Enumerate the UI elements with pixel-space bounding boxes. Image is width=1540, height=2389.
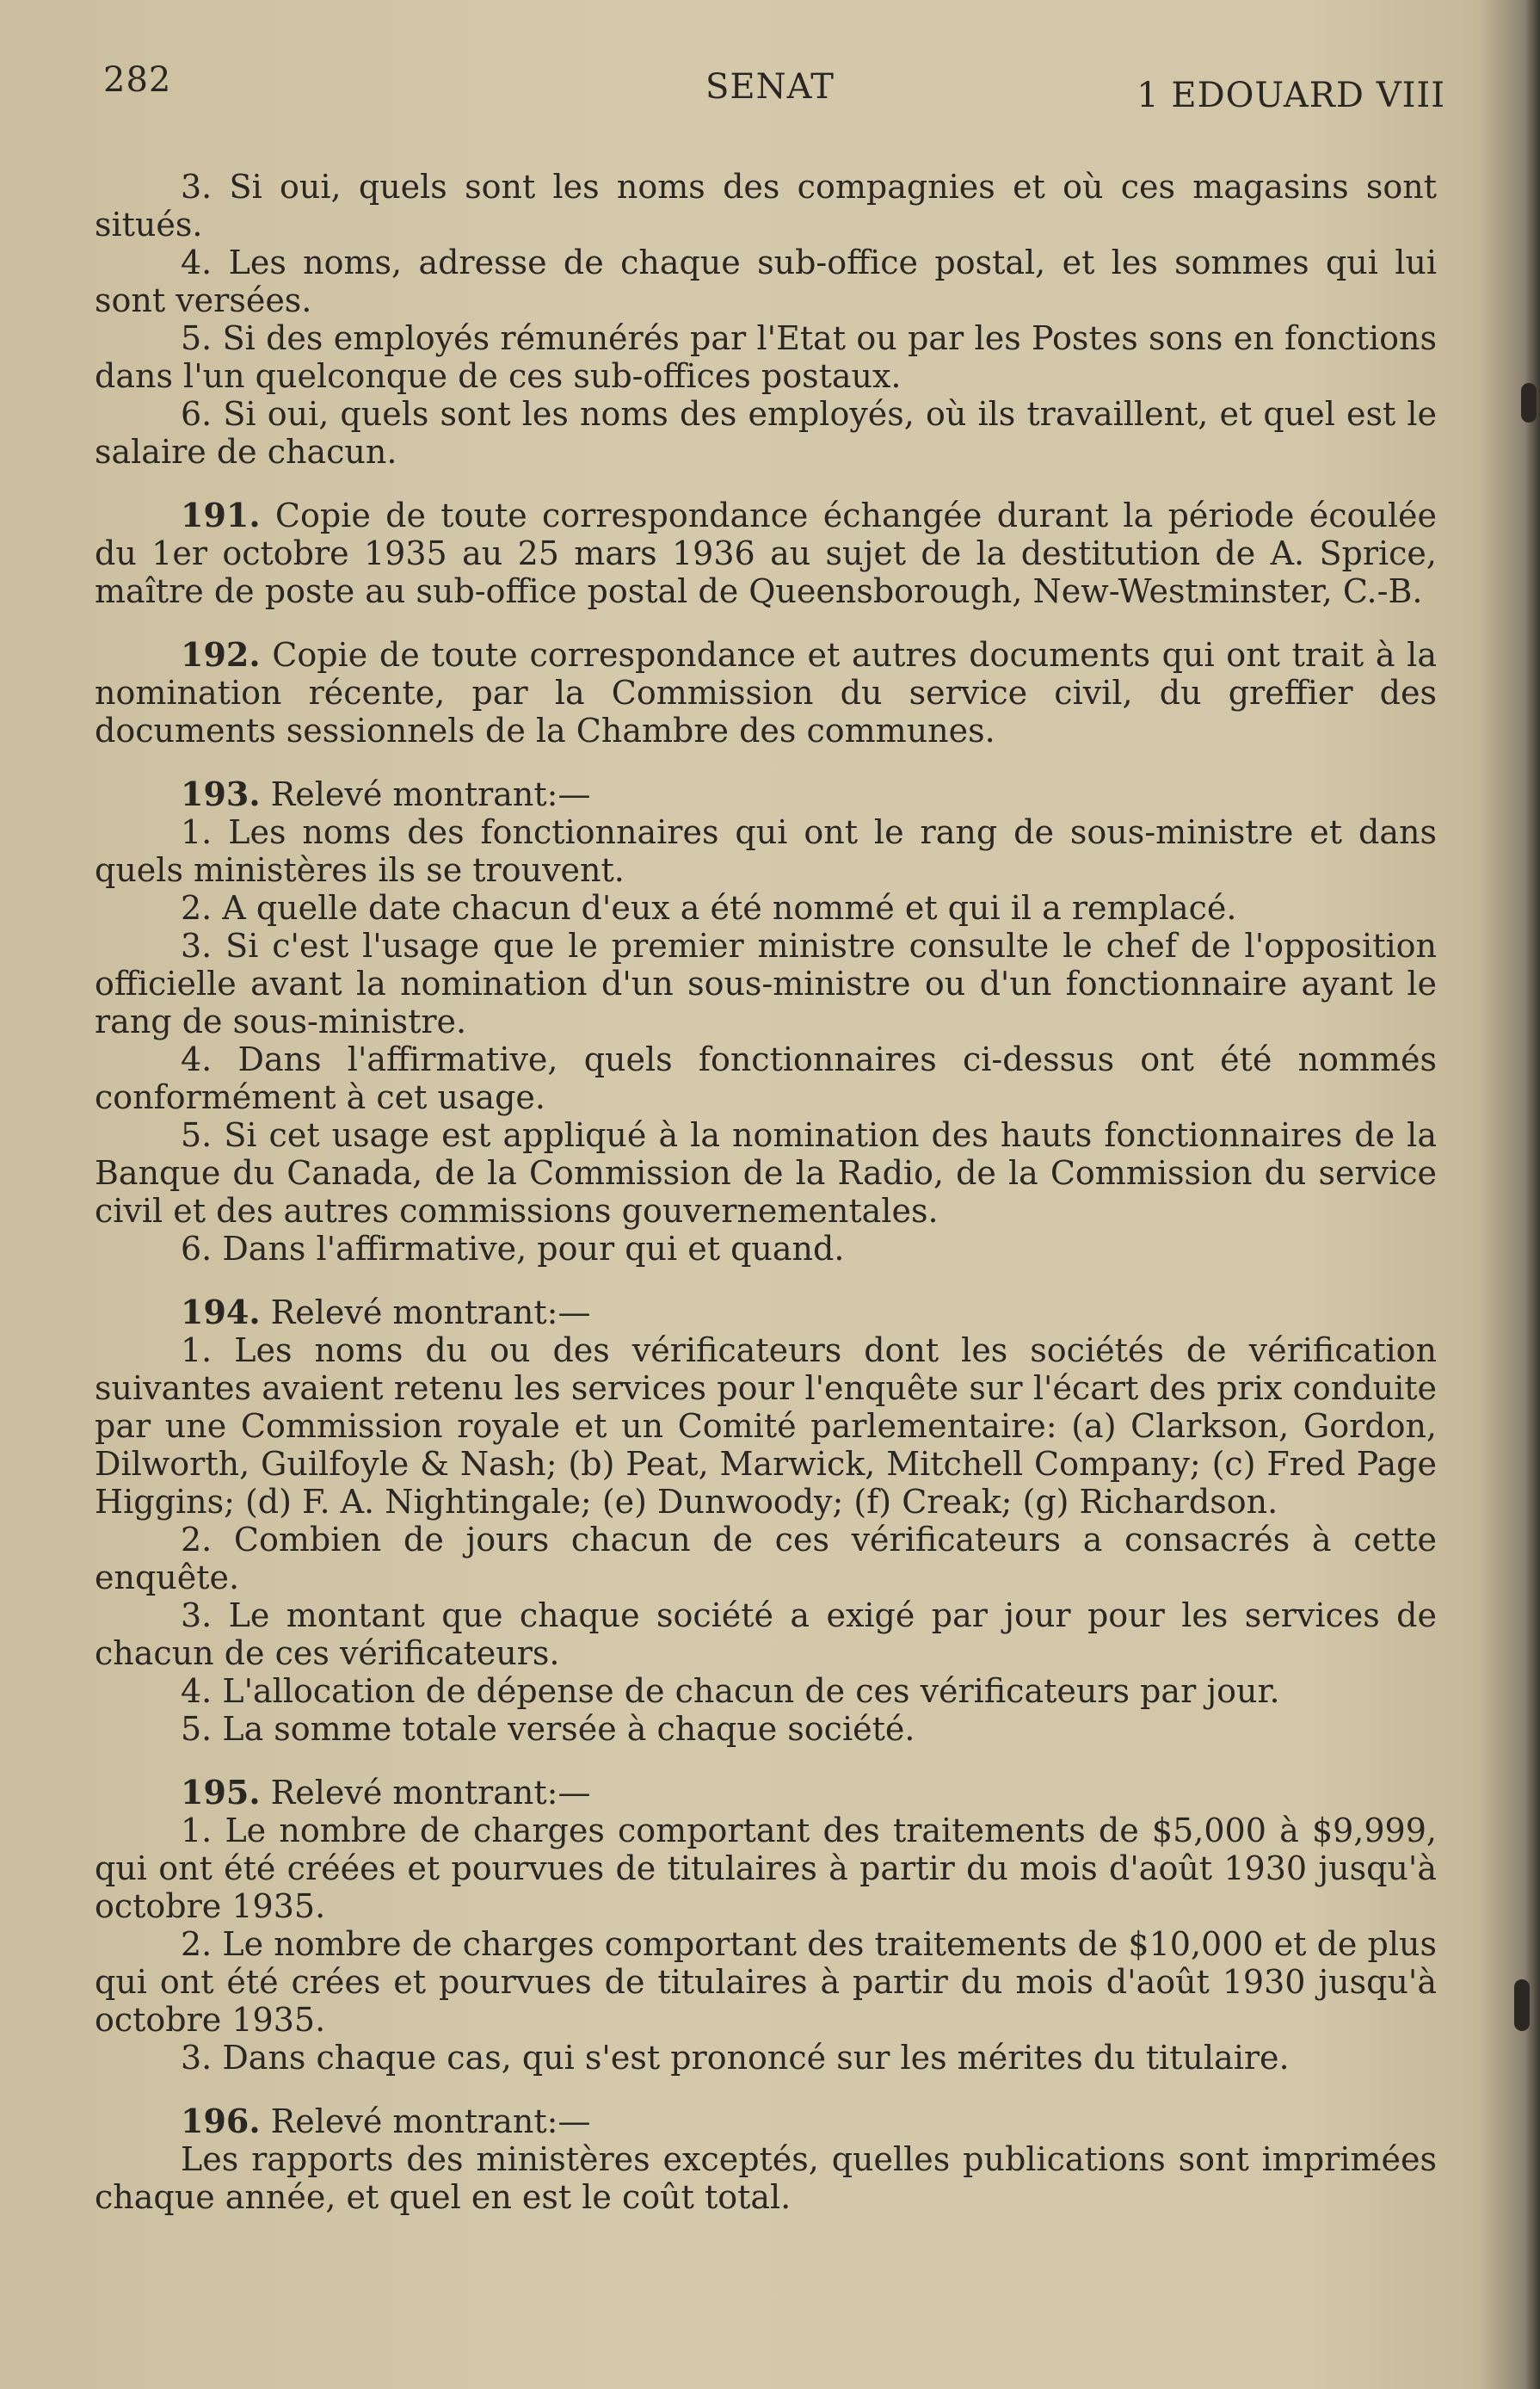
binding-mark (1521, 383, 1537, 423)
item-text: Copie de toute correspondance échangée durant la période écoulée du 1er octobre 1935 au 25 mars 1936 au sujet de la destitution de A. Sprice, maître de poste au sub-office postal de Queensborough, New-Westminster, C.-B. (95, 497, 1437, 610)
sub-item: 3. Dans chaque cas, qui s'est prononcé sur les mérites du titulaire. (181, 2039, 1290, 2077)
header-title: SENAT (705, 67, 835, 107)
item-number: 195. (181, 1773, 261, 1812)
item-heading: Relevé montrant:— (270, 2102, 591, 2140)
item-heading: Relevé montrant:— (270, 1293, 591, 1331)
sub-item: 2. Le nombre de charges comportant des traitements de $10,000 et de plus qui ont été crées et pourvues de titulaires à partir du mois d'août 1930 jusqu'à octobre 1935. (95, 1925, 1437, 2039)
sub-item: 5. La somme totale versée à chaque société. (181, 1710, 915, 1748)
item-number: 192. (181, 635, 261, 674)
header-session: 1 EDOUARD VIII (1137, 76, 1445, 115)
item-heading: Relevé montrant:— (270, 1774, 591, 1812)
sub-item: 4. Dans l'affirmative, quels fonctionnaires ci-dessus ont été nommés conformément à cet usage. (95, 1040, 1437, 1116)
paragraph: 5. Si des employés rémunérés par l'Etat ou par les Postes sons en fonctions dans l'un quelconque de ces sub-offices postaux. (95, 319, 1437, 395)
paragraph: 6. Si oui, quels sont les noms des employés, où ils travaillent, et quel est le salaire de chacun. (95, 395, 1437, 471)
page-header (103, 60, 1445, 120)
paragraph: 3. Si oui, quels sont les noms des compagnies et où ces magasins sont situés. (95, 168, 1437, 244)
sub-item: 3. Si c'est l'usage que le premier ministre consulte le chef de l'opposition officielle avant la nomination d'un sous-ministre ou d'un fonctionnaire ayant le rang de sous-ministre. (95, 927, 1437, 1040)
sub-item: 2. A quelle date chacun d'eux a été nommé et qui il a remplacé. (181, 889, 1237, 927)
sub-item: 6. Dans l'affirmative, pour qui et quand. (181, 1230, 845, 1268)
sub-item: 4. L'allocation de dépense de chacun de ces vérificateurs par jour. (181, 1672, 1280, 1710)
page-body (95, 168, 1437, 2216)
sub-item: 1. Les noms du ou des vérificateurs dont les sociétés de vérification suivantes avaient retenu les services pour l'enquête sur l'écart des prix conduite par une Commission royale et un Comité parlementaire: (a) Clarkson, Gordon, Dilworth, Guilfoyle & Nash; (b) Peat, Marwick, Mitchell Company; (c) Fred Page Higgins; (d) F. A. Nightingale; (e) Dunwoody; (f) Creak; (g) Richardson. (95, 1331, 1437, 1521)
sub-item: Les rapports des ministères exceptés, quelles publications sont imprimées chaque année, et quel en est le coût total. (95, 2140, 1437, 2216)
item-192 (95, 636, 1437, 750)
sub-item: 2. Combien de jours chacun de ces vérificateurs a consacrés à cette enquête. (95, 1521, 1437, 1596)
item-number: 196. (181, 2102, 261, 2140)
item-number: 193. (181, 775, 261, 813)
sub-item: 5. Si cet usage est appliqué à la nomination des hauts fonctionnaires de la Banque du Canada, de la Commission de la Radio, de la Commission du service civil et des autres commissions gouvernementales. (95, 1116, 1437, 1230)
item-196 (95, 2102, 1437, 2140)
page-number: 282 (103, 60, 172, 100)
sub-item: 1. Le nombre de charges comportant des traitements de $5,000 à $9,999, qui ont été créées et pourvues de titulaires à partir du mois d'août 1930 jusqu'à octobre 1935. (95, 1812, 1437, 1925)
sub-item: 1. Les noms des fonctionnaires qui ont le rang de sous-ministre et dans quels ministères ils se trouvent. (95, 813, 1437, 889)
item-195 (95, 1774, 1437, 1812)
item-text: Copie de toute correspondance et autres documents qui ont trait à la nomination récente, par la Commission du service civil, du greffier des documents sessionnels de la Chambre des communes. (95, 636, 1437, 750)
item-number: 194. (181, 1293, 261, 1331)
item-number: 191. (181, 496, 261, 534)
item-191 (95, 497, 1437, 610)
paragraph: 4. Les noms, adresse de chaque sub-office postal, et les sommes qui lui sont versées. (95, 244, 1437, 319)
item-heading: Relevé montrant:— (270, 775, 591, 813)
item-194 (95, 1293, 1437, 1331)
binding-mark (1514, 1979, 1530, 2031)
item-193 (95, 775, 1437, 813)
sub-item: 3. Le montant que chaque société a exigé par jour pour les services de chacun de ces vérificateurs. (95, 1596, 1437, 1672)
